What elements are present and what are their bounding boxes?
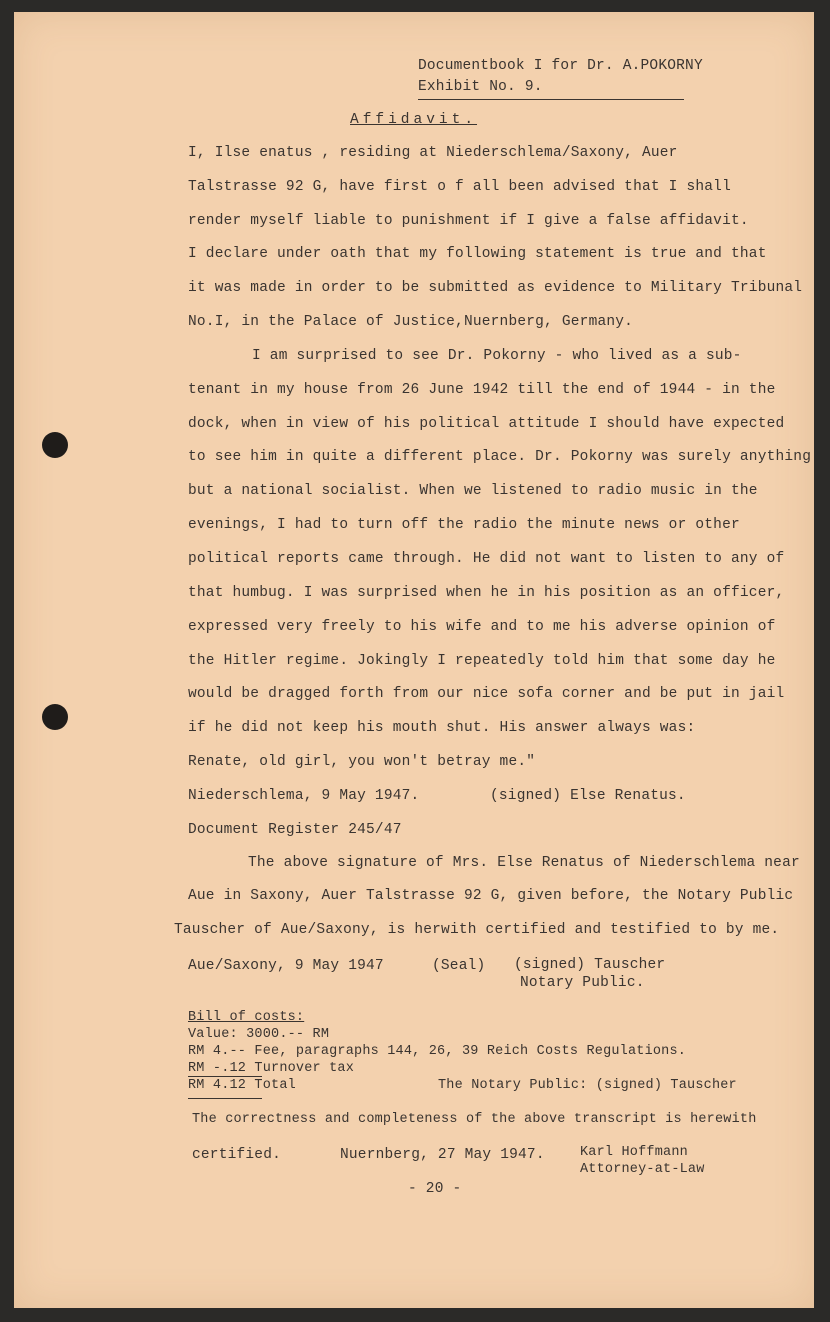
notary-place-date: Aue/Saxony, 9 May 1947 [188,958,384,974]
body-line: political reports came through. He did not want to listen to any of [188,551,785,567]
page-number: - 20 - [408,1181,462,1197]
notary-signed: (signed) Tauscher [514,957,666,973]
costs-tax: RM -.12 Turnover tax [188,1061,355,1076]
body-line: the Hitler regime. Jokingly I repeatedly told him that some day he [188,653,776,669]
certification-line: The correctness and completeness of the above transcript is herewith [192,1112,757,1127]
body-line: dock, when in view of his political attitude I should have expected [188,416,785,432]
costs-fee: RM 4.-- Fee, paragraphs 144, 26, 39 Reich Costs Regulations. [188,1044,687,1059]
header-rule [418,99,684,100]
body-line: Talstrasse 92 G, have first o f all been advised that I shall [188,179,731,195]
body-line: that humbug. I was surprised when he in his position as an officer, [188,585,785,601]
costs-rule-bottom [188,1098,262,1099]
document-title: Affidavit. [350,112,478,128]
body-line: I declare under oath that my following statement is true and that [188,246,767,262]
certification-role: Attorney-at-Law [580,1162,705,1177]
certification-certified: certified. [192,1147,282,1163]
header-documentbook: Documentbook I for Dr. A.POKORNY [418,58,703,74]
notary-line: Tauscher of Aue/Saxony, is herwith certified and testified to by me. [174,922,780,938]
punch-hole-bottom [42,704,68,730]
document-register: Document Register 245/47 [188,822,402,838]
signature-signed: (signed) Else Renatus. [490,788,686,804]
body-line: tenant in my house from 26 June 1942 till the end of 1944 - in the [188,382,776,398]
document-page [14,12,814,1308]
notary-title: Notary Public. [520,975,645,991]
costs-value: Value: 3000.-- RM [188,1027,330,1042]
body-line: I, Ilse enatus , residing at Niederschlema/Saxony, Auer [188,145,678,161]
body-line: but a national socialist. When we listened to radio music in the [188,483,758,499]
body-line: would be dragged forth from our nice sofa corner and be put in jail [188,686,785,702]
certification-name: Karl Hoffmann [580,1145,688,1160]
costs-heading: Bill of costs: [188,1010,305,1025]
costs-total: RM 4.12 Total [188,1078,296,1093]
costs-rule [188,1076,262,1077]
header-exhibit: Exhibit No. 9. [418,79,543,95]
body-line: if he did not keep his mouth shut. His answer always was: [188,720,696,736]
certification-place-date: Nuernberg, 27 May 1947. [340,1147,545,1163]
notary-line: Aue in Saxony, Auer Talstrasse 92 G, given before, the Notary Public [188,888,794,904]
body-line: expressed very freely to his wife and to me his adverse opinion of [188,619,776,635]
body-line: render myself liable to punishment if I give a false affidavit. [188,213,749,229]
body-line: Renate, old girl, you won't betray me." [188,754,536,770]
body-line: to see him in quite a different place. Dr. Pokorny was surely anything [188,449,812,465]
body-line: evenings, I had to turn off the radio the minute news or other [188,517,740,533]
body-line: it was made in order to be submitted as evidence to Military Tribunal [188,280,803,296]
costs-notary-signed: The Notary Public: (signed) Tauscher [438,1078,737,1093]
body-line: I am surprised to see Dr. Pokorny - who lived as a sub- [252,348,742,364]
signature-place-date: Niederschlema, 9 May 1947. [188,788,420,804]
body-line: No.I, in the Palace of Justice,Nuernberg, Germany. [188,314,634,330]
punch-hole-top [42,432,68,458]
notary-seal: (Seal) [432,958,486,974]
notary-line: The above signature of Mrs. Else Renatus of Niederschlema near [248,855,800,871]
